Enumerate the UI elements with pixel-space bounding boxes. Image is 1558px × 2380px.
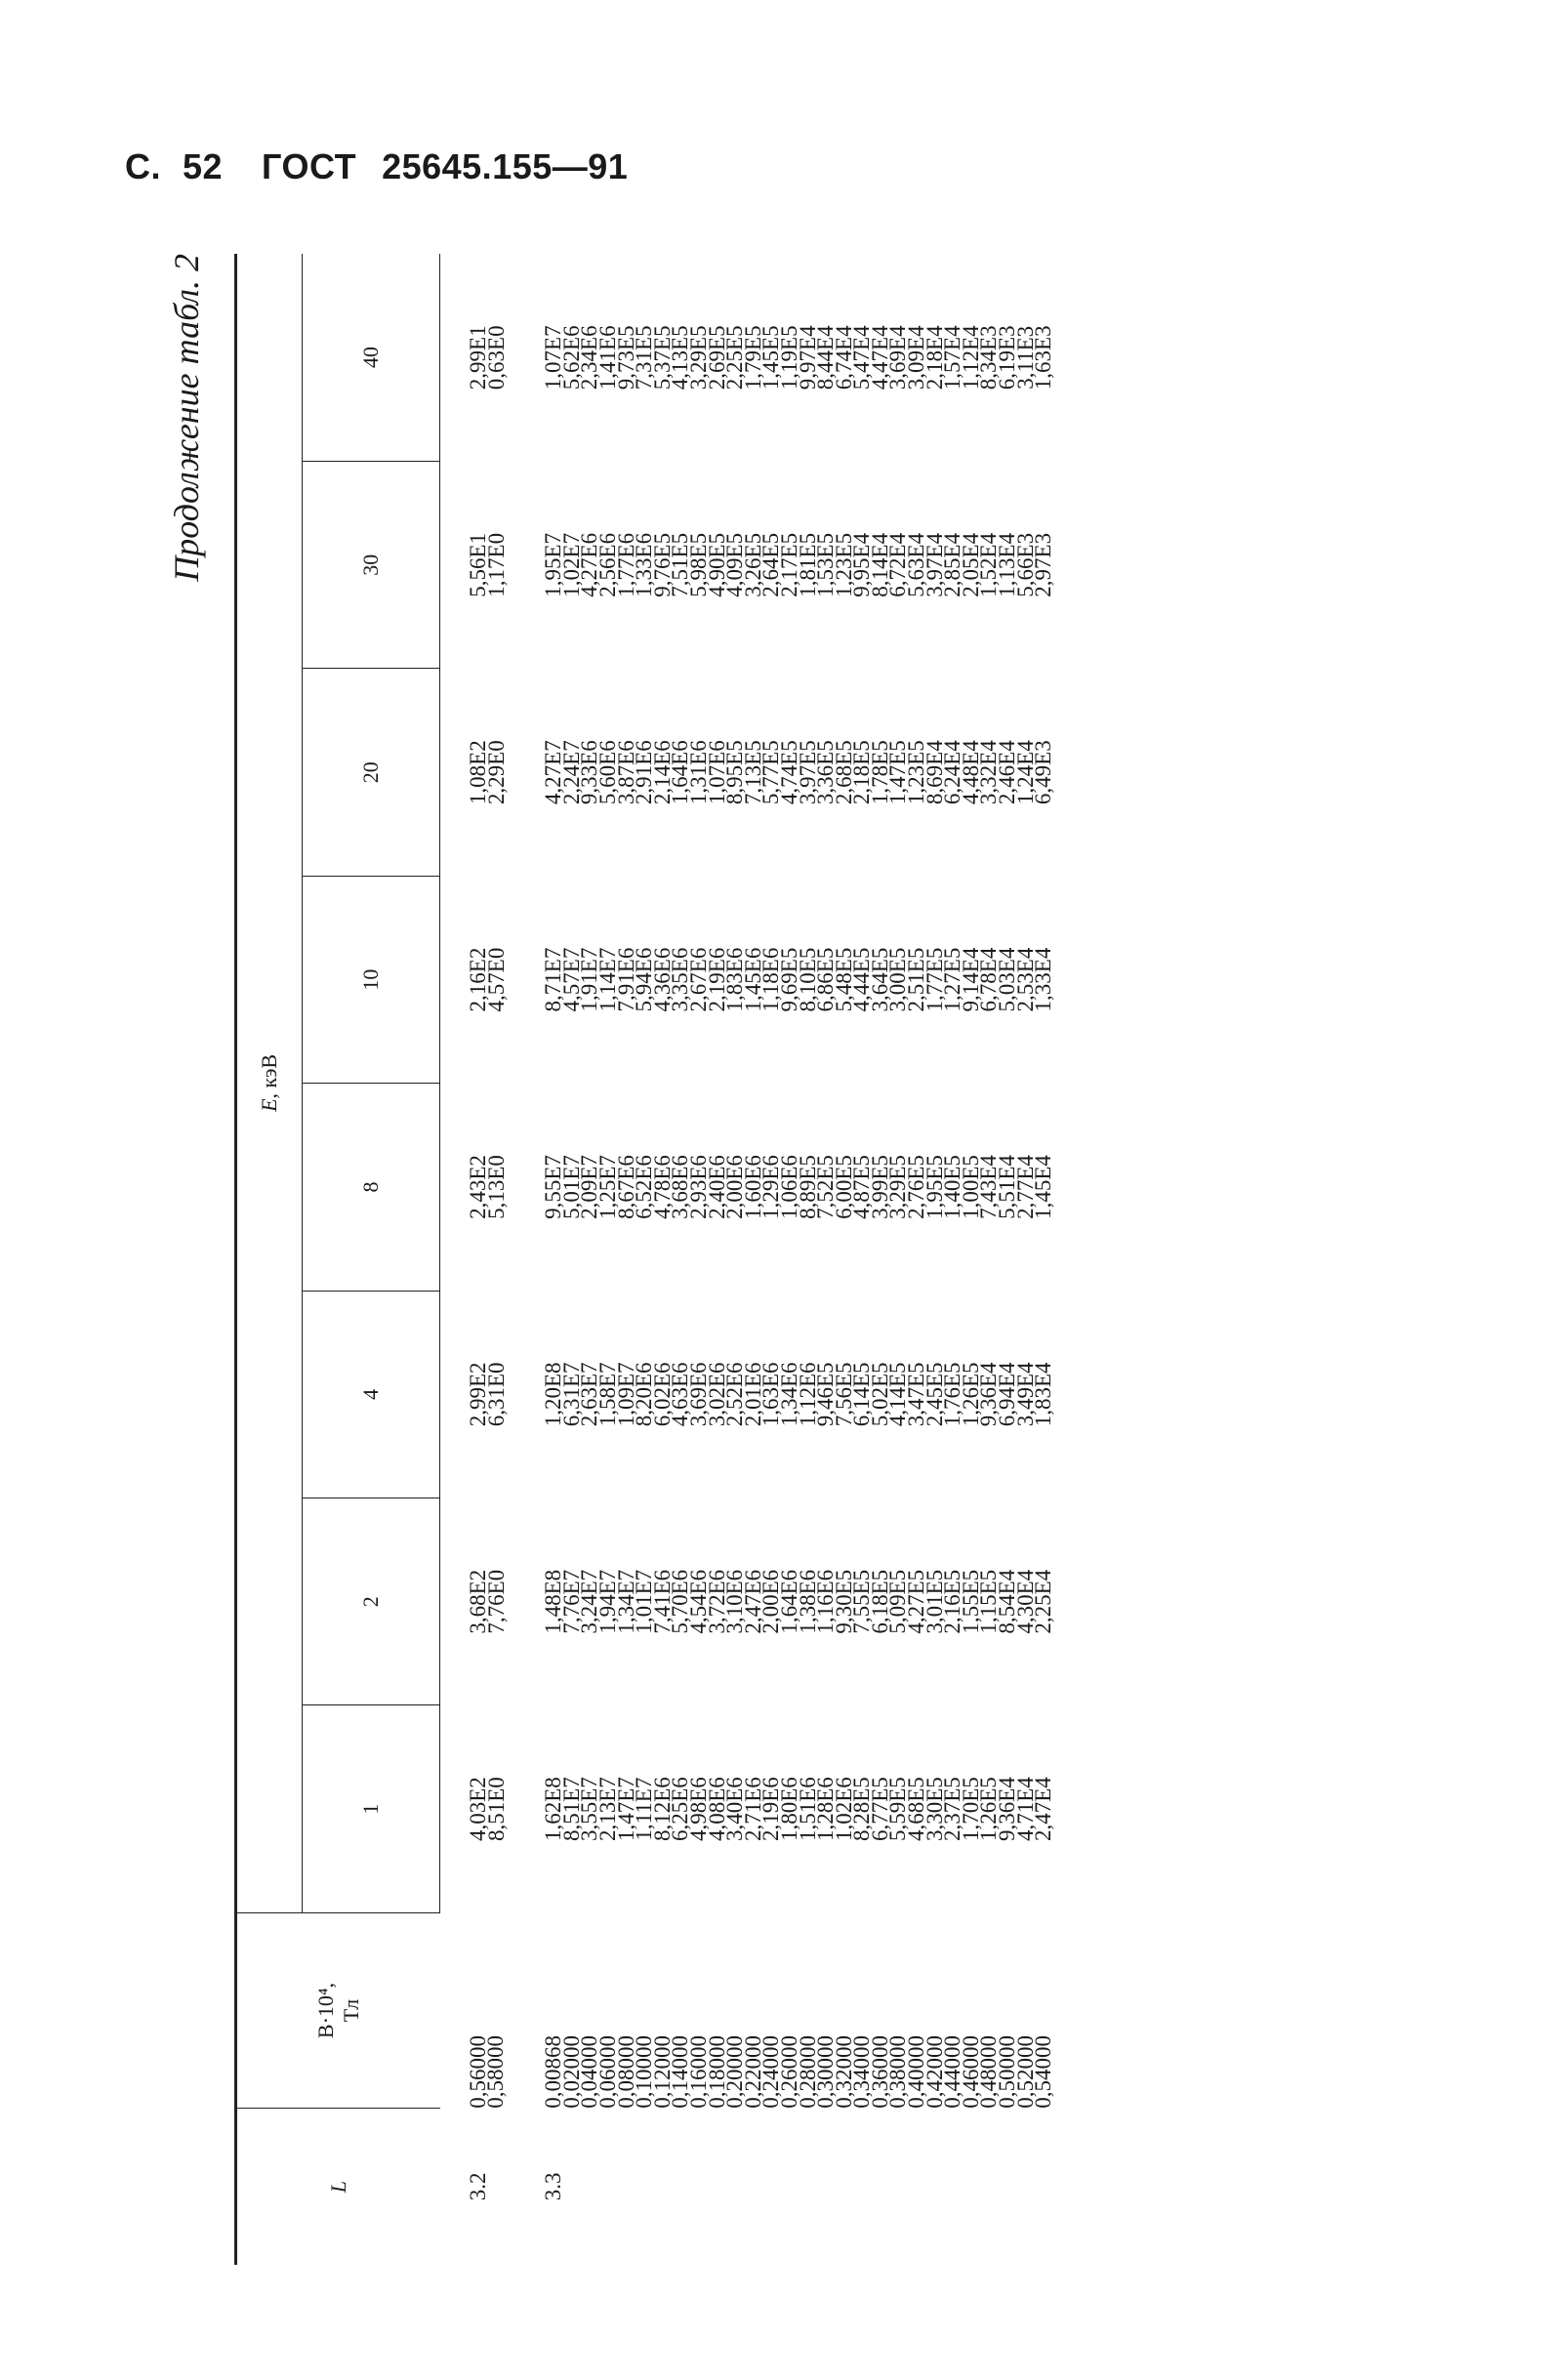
flux-column-e20: 1,08E2 2,29E0 xyxy=(466,740,509,805)
l-value: 3.3 xyxy=(541,2172,566,2201)
energy-header-40: 40 xyxy=(303,254,440,462)
page-number: 52 xyxy=(183,146,224,186)
column-header-b-unit: Тл xyxy=(338,1998,363,2023)
header-row-energy-title xyxy=(236,254,303,2265)
document-code: 25645.155—91 xyxy=(382,146,629,186)
page-header xyxy=(125,146,628,187)
flux-column-e2: 1,48E8 7,76E7 3,24E7 1,94E7 1,34E7 1,01E7 7,41E6 5,70E6 4,54E6 3,72E6 3,10E6 2,47E6 2,00E6 1,64E6 1,38E6 1,16E6 9,30E5 7,55E5 6,18E5 5,09E5 4,27E5 3,01E5 2,16E5 1,55E5 1,15E5 8,54E4 4,30E4 2,25E4 xyxy=(541,1569,1056,1634)
column-header-b xyxy=(236,1912,440,2108)
flux-column-e40: 1,07E7 5,62E6 2,34E6 1,41E6 9,73E5 7,31E5 5,37E5 4,13E5 3,29E5 2,69E5 2,25E5 1,79E5 1,45E5 1,19E5 9,97E4 8,44E4 6,74E4 5,47E4 4,47E4 3,69E4 3,09E4 2,18E4 1,57E4 1,12E4 8,34E3 6,19E3 3,11E3 1,63E3 xyxy=(541,325,1056,390)
column-header-b-label: B·10⁴, xyxy=(313,1982,339,2039)
flux-column-e10: 8,71E7 4,57E7 1,91E7 1,14E7 7,91E6 5,94E6 4,36E6 3,35E6 2,67E6 2,19E6 1,83E6 1,45E6 1,18E6 9,69E5 8,10E5 6,86E5 5,48E5 4,44E5 3,64E5 3,00E5 2,51E5 1,77E5 1,27E5 9,14E4 6,78E4 5,03E4 2,53E4 1,33E4 xyxy=(541,947,1056,1012)
flux-column-e4: 1,20E8 6,31E7 2,63E7 1,58E7 1,09E7 8,20E6 6,02E6 4,63E6 3,69E6 3,02E6 2,52E6 2,01E6 1,63E6 1,34E6 1,12E6 9,46E5 7,56E5 6,14E5 5,02E5 4,14E5 3,47E5 2,45E5 1,76E5 1,26E5 9,36E4 6,94E4 3,49E4 1,83E4 xyxy=(541,1362,1056,1427)
b-values: 0,56000 0,58000 xyxy=(465,2034,509,2109)
flux-column-e30: 5,56E1 1,17E0 xyxy=(466,532,509,597)
column-header-energy xyxy=(236,254,303,1912)
column-header-l: L xyxy=(236,2109,440,2265)
rotated-table-block xyxy=(156,254,1503,2265)
energy-header-2: 2 xyxy=(303,1498,440,1705)
table-row-group-l32 xyxy=(440,254,507,2265)
flux-column-e20: 4,27E7 2,24E7 9,33E6 5,60E6 3,87E6 2,91E6 2,14E6 1,64E6 1,31E6 1,07E6 8,95E5 7,13E5 5,77E5 4,74E5 3,97E5 3,36E5 2,68E5 2,18E5 1,78E5 1,47E5 1,23E5 8,69E4 6,24E4 4,48E4 3,32E4 2,46E4 1,24E4 6,49E3 xyxy=(541,740,1056,805)
b-values: 0,00868 0,02000 0,04000 0,06000 0,08000 0,10000 0,12000 0,14000 0,16000 0,18000 0,20000 0,22000 0,24000 0,26000 0,28000 0,30000 0,32000 0,34000 0,36000 0,38000 0,40000 0,42000 0,44000 0,46000 0,48000 0,50000 0,52000 0,54000 xyxy=(541,2034,1056,2109)
energy-header-4: 4 xyxy=(303,1291,440,1498)
flux-column-e4: 2,99E2 6,31E0 xyxy=(466,1362,509,1427)
l-value: 3.2 xyxy=(465,2172,490,2201)
flux-column-e1: 1,62E8 8,51E7 3,55E7 2,13E7 1,47E7 1,11E7 8,12E6 6,25E6 4,98E6 4,08E6 3,40E6 2,71E6 2,19E6 1,80E6 1,51E6 1,28E6 1,02E6 8,28E5 6,77E5 5,59E5 4,68E5 3,30E5 2,37E5 1,70E5 1,26E5 9,36E4 4,71E4 2,47E4 xyxy=(541,1777,1056,1842)
flux-column-e10: 2,16E2 4,57E0 xyxy=(466,947,509,1012)
flux-column-e40: 2,99E1 0,63E0 xyxy=(466,325,509,390)
page-prefix: С. xyxy=(125,146,161,186)
energy-header-30: 30 xyxy=(303,462,440,669)
standard-label: ГОСТ xyxy=(262,146,357,186)
energy-symbol: E, xyxy=(257,1092,281,1112)
energy-header-1: 1 xyxy=(303,1705,440,1912)
l-value-cell xyxy=(440,2109,507,2265)
energy-header-8: 8 xyxy=(303,1084,440,1291)
flux-column-e8: 9,55E7 5,01E7 2,09E7 1,25E7 8,67E6 6,52E6 4,78E6 3,68E6 2,93E6 2,40E6 2,00E6 1,60E6 1,29E6 1,06E6 8,89E5 7,52E5 6,00E5 4,87E5 3,99E5 3,29E5 2,76E5 1,95E5 1,40E5 1,00E5 7,43E4 5,51E4 2,77E4 1,45E4 xyxy=(541,1155,1056,1219)
l-value-cell xyxy=(541,2109,1053,2265)
flux-column-e8: 2,43E2 5,13E0 xyxy=(466,1155,509,1219)
flux-column-e1: 4,03E2 8,51E0 xyxy=(466,1777,509,1842)
data-table xyxy=(234,254,1056,2265)
flux-column-e30: 1,95E7 1,02E7 4,27E6 2,56E6 1,77E6 1,33E6 9,76E5 7,51E5 5,98E5 4,90E5 4,09E5 3,26E5 2,64E5 2,17E5 1,81E5 1,53E5 1,23E5 9,95E4 8,14E4 6,72E4 5,63E4 3,97E4 2,85E4 2,05E4 1,52E4 1,13E4 5,66E3 2,97E3 xyxy=(541,532,1056,597)
energy-header-20: 20 xyxy=(303,669,440,876)
flux-column-e2: 3,68E2 7,76E0 xyxy=(466,1569,509,1634)
table-row-group-l33 xyxy=(545,254,1053,2265)
table-spacer xyxy=(506,254,545,2265)
energy-unit: кэВ xyxy=(257,1053,281,1088)
energy-header-10: 10 xyxy=(303,876,440,1083)
table-caption: Продолжение табл. 2 xyxy=(167,254,206,582)
